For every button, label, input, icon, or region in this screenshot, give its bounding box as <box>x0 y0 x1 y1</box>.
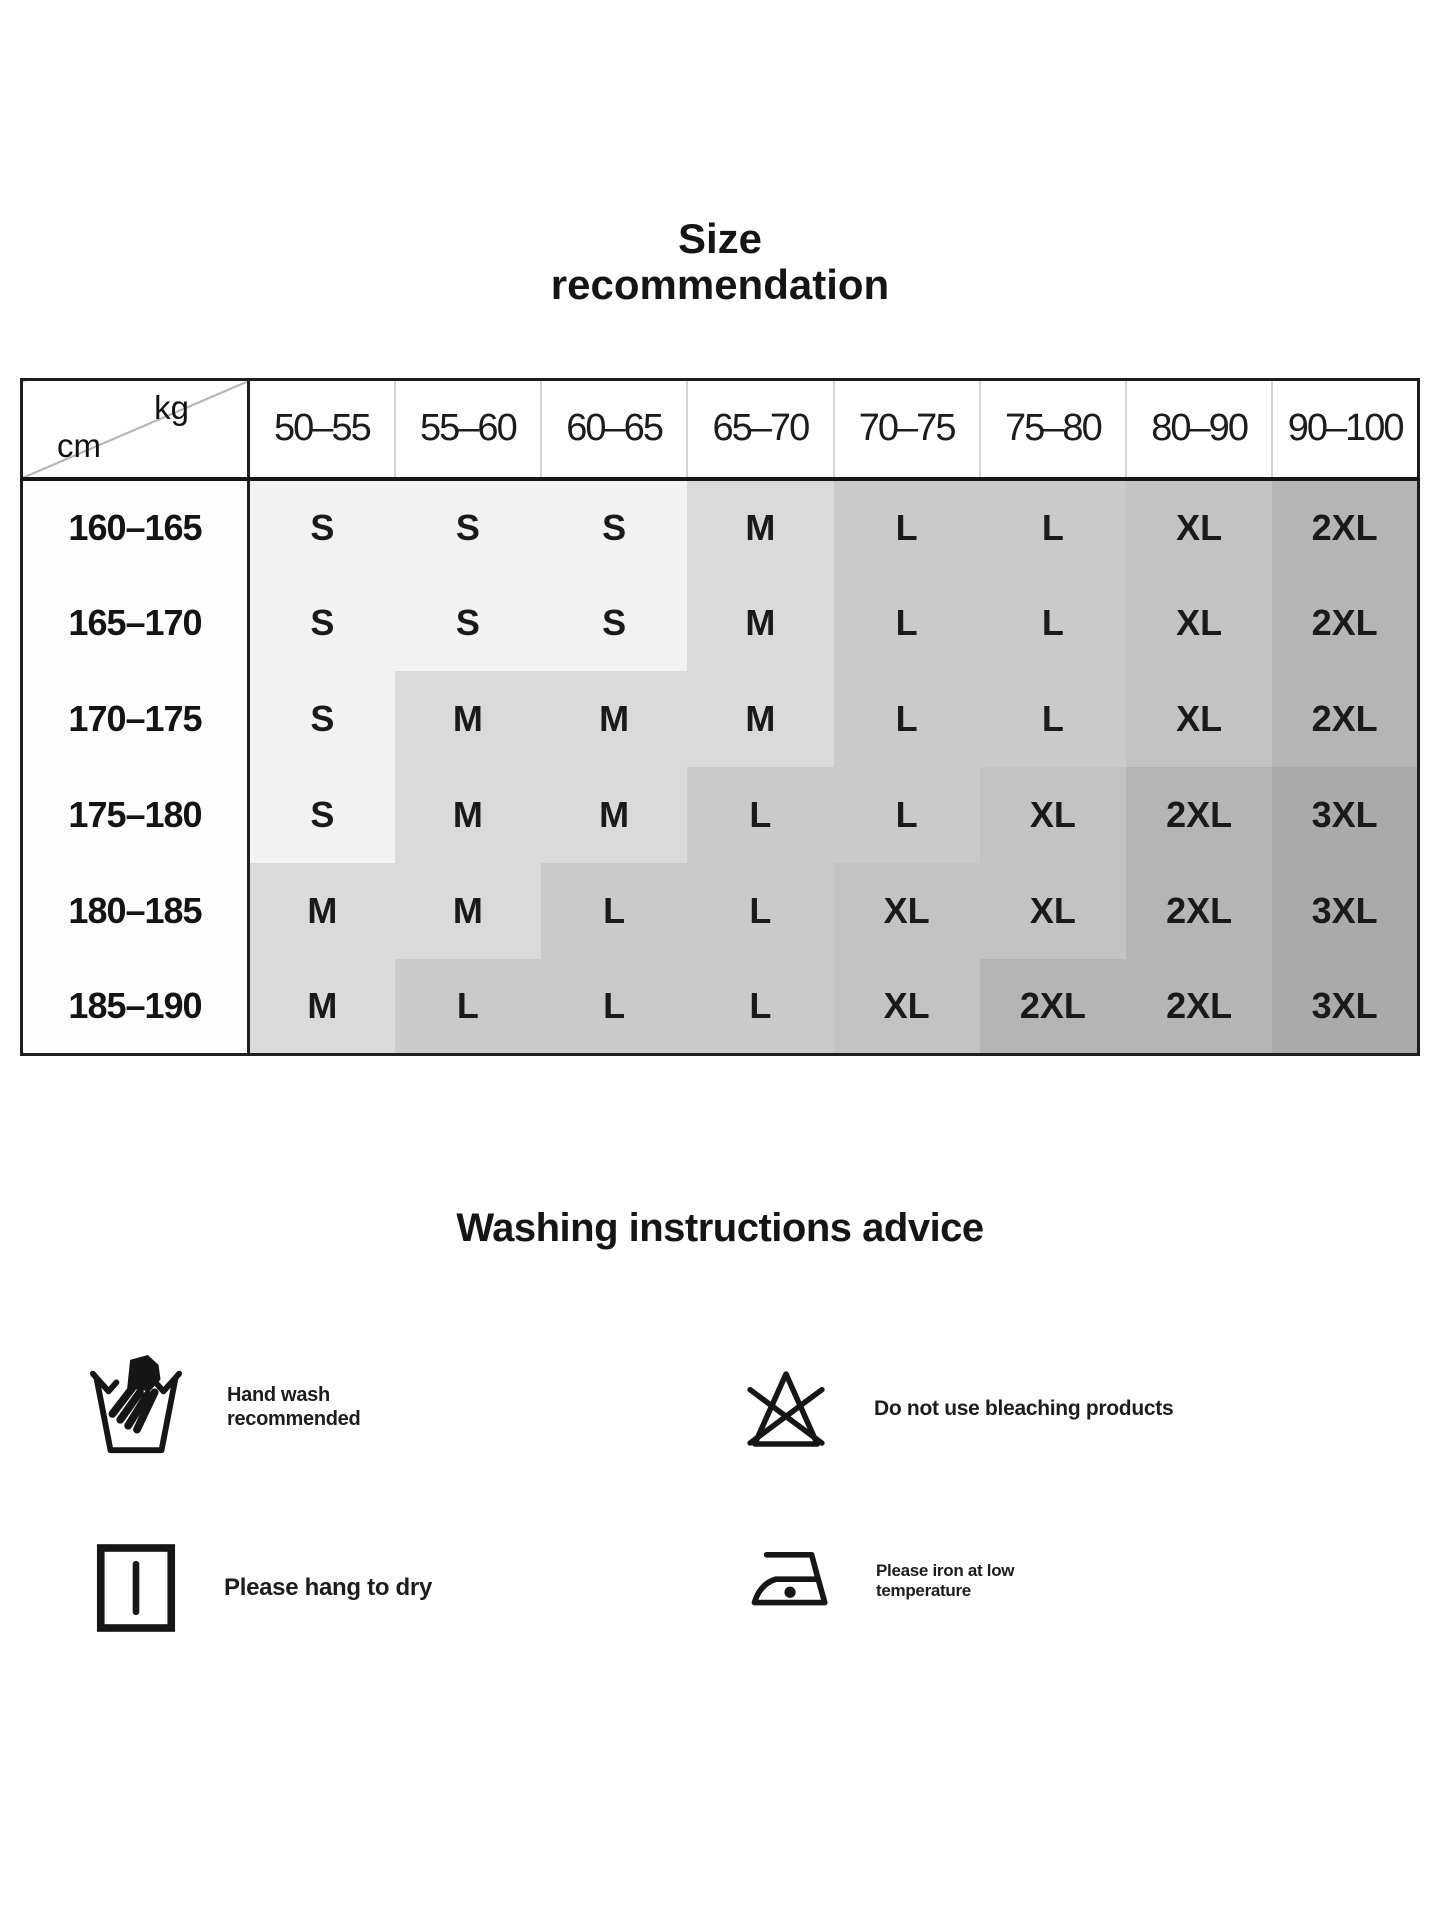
no-bleach-icon <box>740 1362 832 1456</box>
size-cell: M <box>395 863 541 959</box>
size-table-row <box>22 767 1419 863</box>
size-cell: M <box>395 767 541 863</box>
weight-column-header: 75–80 <box>980 380 1126 479</box>
size-cell: S <box>541 479 687 575</box>
size-cell: L <box>395 959 541 1055</box>
size-cell: L <box>834 575 980 671</box>
size-cell: XL <box>834 863 980 959</box>
size-cell: L <box>834 767 980 863</box>
weight-header-row <box>22 380 1419 479</box>
size-cell: L <box>687 959 833 1055</box>
size-cell: 3XL <box>1272 863 1418 959</box>
size-cell: L <box>834 479 980 575</box>
size-cell: 3XL <box>1272 959 1418 1055</box>
size-cell: M <box>249 863 395 959</box>
size-cell: XL <box>1126 575 1272 671</box>
size-cell: L <box>541 863 687 959</box>
size-chart-table <box>20 378 1420 1056</box>
size-cell: S <box>395 479 541 575</box>
washing-instructions-title: Washing instructions advice <box>456 1206 984 1250</box>
hand-wash-instruction <box>85 1350 360 1464</box>
size-cell: S <box>249 479 395 575</box>
size-cell: XL <box>1126 671 1272 767</box>
hand-wash-label: Hand wash recommended <box>227 1384 361 1430</box>
weight-column-header: 70–75 <box>834 380 980 479</box>
size-cell: XL <box>980 767 1126 863</box>
size-cell: M <box>541 767 687 863</box>
weight-column-header: 65–70 <box>687 380 833 479</box>
height-row-label: 175–180 <box>22 767 249 863</box>
size-table-row <box>22 959 1419 1055</box>
size-cell: L <box>980 479 1126 575</box>
hang-dry-instruction <box>96 1543 432 1633</box>
size-cell: XL <box>1126 479 1272 575</box>
size-cell: M <box>687 575 833 671</box>
height-row-label: 180–185 <box>22 863 249 959</box>
hang-dry-label: Please hang to dry <box>224 1573 432 1601</box>
size-cell: 3XL <box>1272 767 1418 863</box>
iron-low-temp-label: Please iron at low temperature <box>876 1560 1015 1600</box>
size-cell: 2XL <box>1272 575 1418 671</box>
size-cell: L <box>980 671 1126 767</box>
hand-wash-icon <box>85 1350 187 1464</box>
size-cell: L <box>687 863 833 959</box>
size-cell: M <box>687 671 833 767</box>
title-line-2: recommendation <box>550 261 890 309</box>
size-cell: XL <box>834 959 980 1055</box>
size-cell: XL <box>980 863 1126 959</box>
size-table-row <box>22 575 1419 671</box>
size-table-row <box>22 671 1419 767</box>
weight-column-header: 50–55 <box>249 380 395 479</box>
size-cell: M <box>541 671 687 767</box>
size-cell: L <box>541 959 687 1055</box>
hang-dry-icon <box>96 1543 176 1633</box>
height-row-label: 185–190 <box>22 959 249 1055</box>
weight-column-header: 90–100 <box>1272 380 1418 479</box>
title-line-1: Size <box>677 215 763 262</box>
size-cell: 2XL <box>1272 671 1418 767</box>
size-cell: M <box>249 959 395 1055</box>
size-cell: 2XL <box>1126 863 1272 959</box>
weight-column-header: 55–60 <box>395 380 541 479</box>
size-cell: L <box>687 767 833 863</box>
size-cell: S <box>249 767 395 863</box>
iron-low-temp-icon <box>746 1545 836 1617</box>
size-cell: 2XL <box>1126 959 1272 1055</box>
size-cell: S <box>249 671 395 767</box>
size-cell: S <box>249 575 395 671</box>
no-bleach-label: Do not use bleaching products <box>874 1397 1174 1421</box>
size-recommendation-title <box>0 216 1440 308</box>
size-table-row <box>22 863 1419 959</box>
no-bleach-instruction <box>740 1362 1173 1456</box>
corner-cell <box>22 380 249 479</box>
weight-column-header: 60–65 <box>541 380 687 479</box>
size-cell: M <box>687 479 833 575</box>
height-row-label: 160–165 <box>22 479 249 575</box>
kg-axis-label: kg <box>154 389 189 426</box>
size-cell: L <box>980 575 1126 671</box>
size-cell: 2XL <box>980 959 1126 1055</box>
weight-column-header: 80–90 <box>1126 380 1272 479</box>
cm-axis-label: cm <box>57 426 101 464</box>
size-table-row <box>22 479 1419 575</box>
height-row-label: 170–175 <box>22 671 249 767</box>
size-cell: 2XL <box>1272 479 1418 575</box>
size-cell: L <box>834 671 980 767</box>
size-cell: S <box>541 575 687 671</box>
iron-low-temp-instruction <box>746 1545 1014 1617</box>
size-cell: S <box>395 575 541 671</box>
size-cell: 2XL <box>1126 767 1272 863</box>
height-row-label: 165–170 <box>22 575 249 671</box>
size-cell: M <box>395 671 541 767</box>
